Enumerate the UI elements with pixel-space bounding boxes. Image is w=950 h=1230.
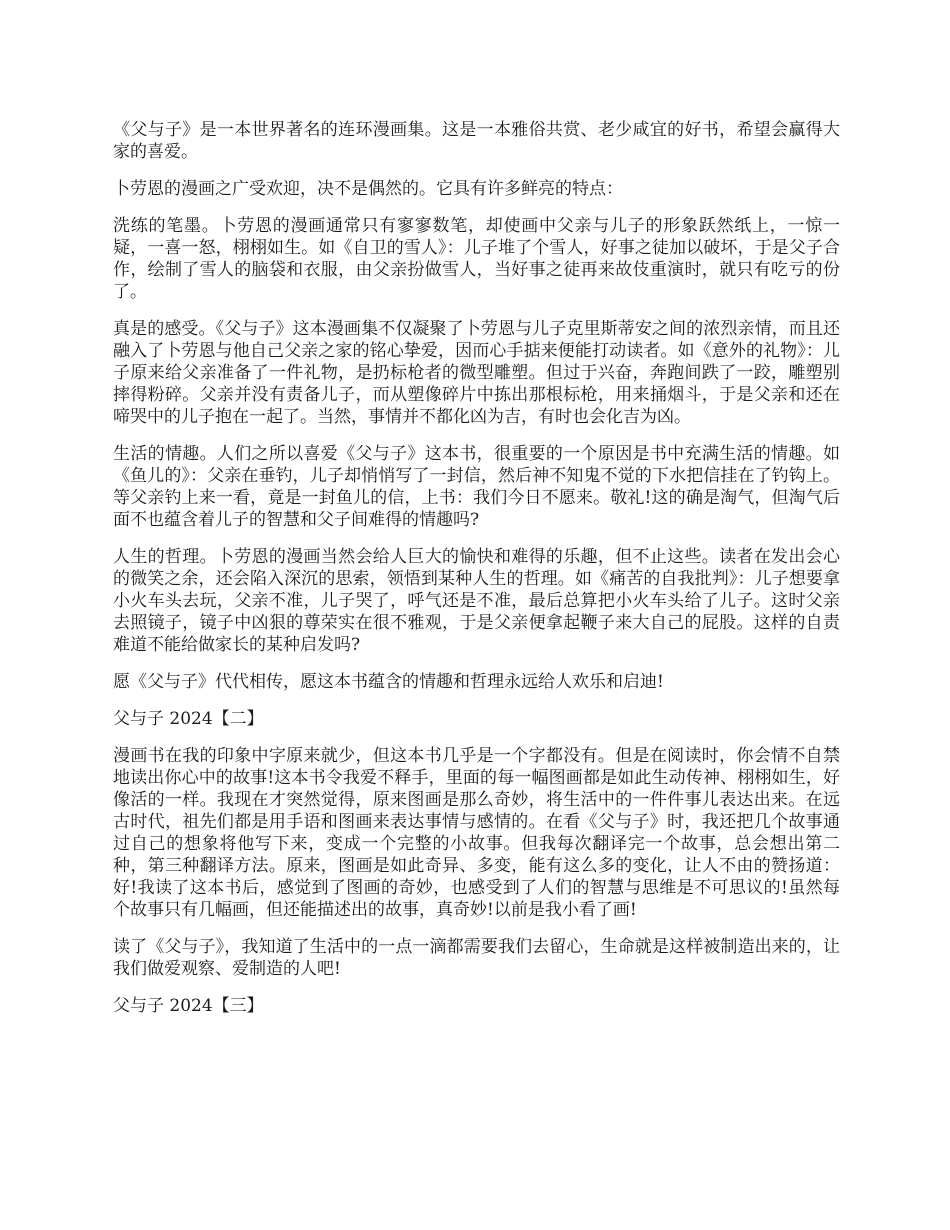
essay-two-conclusion-paragraph: 读了《父与子》，我知道了生活中的一点一滴都需要我们去留心，生命就是这样被制造出来的，让我们做爱观察、爱制造的人吧!	[113, 937, 840, 979]
document-body	[113, 119, 840, 1032]
section-heading-three: 父与子 2024【三】	[113, 996, 264, 1016]
section-heading-two: 父与子 2024【二】	[113, 709, 264, 729]
feature-brushwork-paragraph: 洗练的笔墨。卜劳恩的漫画通常只有寥寥数笔，却使画中父亲与儿子的形象跃然纸上，一惊一疑，一喜一怒，栩栩如生。如《自卫的雪人》：儿子堆了个雪人，好事之徒加以破坏，于是父子合作，绘制了雪人的脑袋和衣服，由父亲扮做雪人，当好事之徒再来故伎重演时，就只有吃亏的份了。	[113, 216, 840, 302]
closing-wish-paragraph: 愿《父与子》代代相传，愿这本书蕴含的情趣和哲理永远给人欢乐和启迪!	[113, 672, 664, 692]
feature-feeling-paragraph: 真是的感受。《父与子》这本漫画集不仅凝聚了卜劳恩与儿子克里斯蒂安之间的浓烈亲情，而且还融入了卜劳恩与他自己父亲之家的铭心挚爱，因而心手掂来便能打动读者。如《意外的礼物》：儿子原来给父亲准备了一件礼物，是扔标枪者的微型雕塑。但过于兴奋，奔跑间跌了一跤，雕塑别摔得粉碎。父亲并没有责备儿子，而从塑像碎片中拣出那根标枪，用来捅烟斗，于是父亲和还在啼哭中的儿子抱在一起了。当然，事情并不都化凶为吉，有时也会化吉为凶。	[113, 319, 840, 427]
features-intro-paragraph: 卜劳恩的漫画之广受欢迎，决不是偶然的。它具有许多鲜亮的特点：	[113, 179, 623, 199]
feature-fun-paragraph: 生活的情趣。人们之所以喜爱《父与子》这本书，很重要的一个原因是书中充满生活的情趣。如《鱼儿的》：父亲在垂钓，儿子却悄悄写了一封信，然后神不知鬼不觉的下水把信挂在了钓钩上。等父亲钓上来一看，竟是一封鱼儿的信，上书：我们今日不愿来。敬礼!这的确是淘气，但淘气后面不也蕴含着儿子的智慧和父子间难得的情趣吗?	[113, 444, 840, 530]
intro-paragraph: 《父与子》是一本世界著名的连环漫画集。这是一本雅俗共赏、老少咸宜的好书，希望会赢得大家的喜爱。	[113, 120, 840, 162]
essay-two-paragraph: 漫画书在我的印象中字原来就少，但这本书几乎是一个字都没有。但是在阅读时，你会情不自禁地读出你心中的故事!这本书令我爱不释手，里面的每一幅图画都是如此生动传神、栩栩如生，好像活的一样。我现在才突然觉得，原来图画是那么奇妙，将生活中的一件件事儿表达出来。在远古时代，祖先们都是用手语和图画来表达事情与感情的。在看《父与子》时，我还把几个故事通过自己的想象将他写下来，变成一个完整的小故事。但我每次翻译完一个故事，总会想出第二种，第三种翻译方法。原来，图画是如此奇异、多变，能有这么多的变化，让人不由的赞扬道：好!我读了这本书后，感觉到了图画的奇妙，也感受到了人们的智慧与思维是不可思议的!虽然每个故事只有几幅画，但还能描述出的故事，真奇妙!以前是我小看了画!	[113, 746, 840, 920]
feature-philosophy-paragraph: 人生的哲理。卜劳恩的漫画当然会给人巨大的愉快和难得的乐趣，但不止这些。读者在发出会心的微笑之余，还会陷入深沉的思索，领悟到某种人生的哲理。如《痛苦的自我批判》：儿子想要拿小火车头去玩，父亲不准，儿子哭了，呼气还是不准，最后总算把小火车头给了儿子。这时父亲去照镜子，镜子中凶狠的尊荣实在很不雅观，于是父亲便拿起鞭子来大自己的屁股。这样的自责难道不能给做家长的某种启发吗?	[113, 547, 840, 655]
